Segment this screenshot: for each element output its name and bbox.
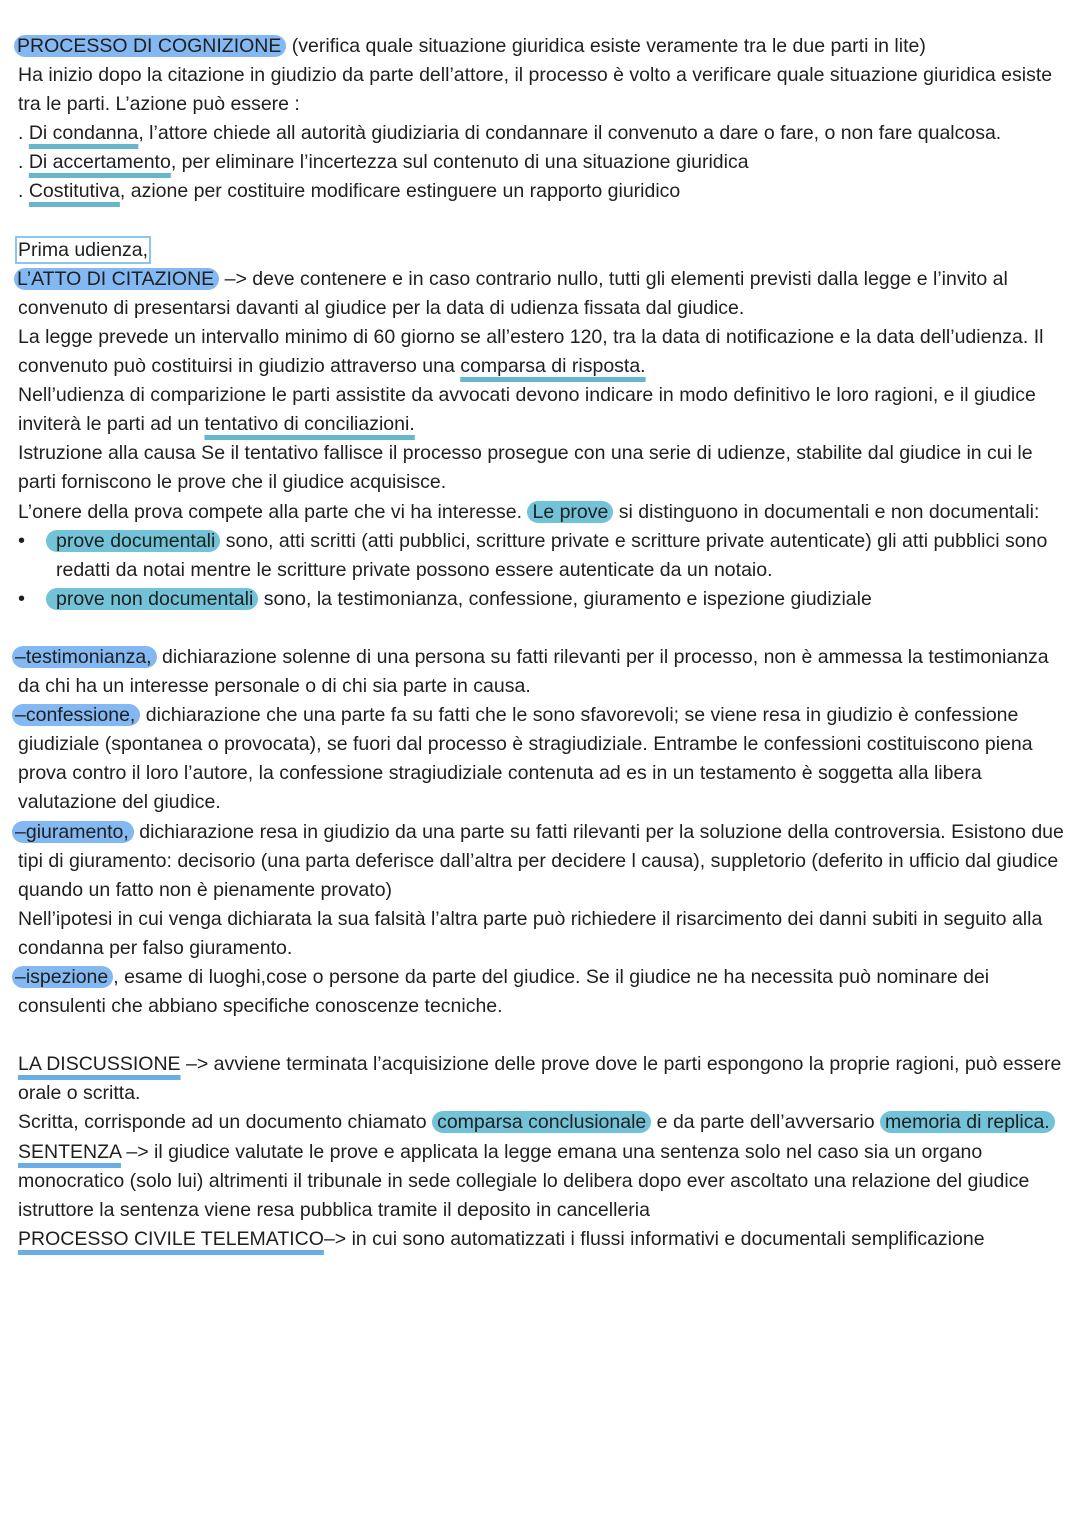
atto-text: –> deve contenere e in caso contrario nullo, tutti gli elementi previsti dalla legge e l’invito al convenuto di presentarsi davanti al giudice per la data di udienza fissata dal giudice. — [18, 267, 1008, 319]
azione-accertamento — [18, 148, 1066, 177]
title-paragraph — [18, 32, 1066, 61]
notes-content — [15, 32, 1066, 1254]
intro-paragraph: Ha inizio dopo la citazione in giudizio da parte dell’attore, il processo è volto a verificare quale situazione giuridica esiste tra le parti. L’azione può essere : — [18, 64, 1053, 116]
bullet-text: sono, atti scritti (atti pubblici, scritture private e scritture private autenticate) gli atti pubblici sono redatti da notai mentre le scritture private possono essere autenticate da un notaio. — [56, 529, 1048, 581]
azione-condanna — [18, 119, 1066, 148]
legge-term: comparsa di risposta. — [460, 355, 646, 378]
azione-text: , per eliminare l’incertezza sul contenuto di una situazione giuridica — [170, 151, 749, 174]
scritta-term-memoria: memoria di replica. — [880, 1111, 1055, 1133]
azione-prefix: . — [18, 180, 29, 203]
telematico-text: –> in cui sono automatizzati i flussi informativi e documentali semplificazione — [323, 1227, 985, 1250]
prova-term: –ispezione — [12, 966, 113, 988]
discussione-paragraph — [18, 1050, 1066, 1108]
spacer — [18, 207, 1066, 236]
scritta-paragraph — [18, 1108, 1066, 1137]
legge-paragraph — [18, 323, 1066, 381]
bullet-term: prove documentali — [46, 530, 220, 552]
spacer — [18, 1021, 1066, 1050]
azione-prefix: . — [18, 151, 29, 174]
atto-term: L’ATTO DI CITAZIONE — [14, 268, 219, 290]
scritta-middle: e da parte dell’avversario — [651, 1111, 880, 1134]
onere-term: Le prove — [527, 501, 613, 523]
prima-udienza-paragraph — [18, 236, 1066, 265]
prima-udienza-label: Prima udienza, — [18, 238, 149, 261]
istruzione-paragraph: Istruzione alla causa Se il tentativo fallisce il processo prosegue con una serie di udienze, stabilite dal giudice in cui le parti forniscono le prove che il giudice acquisisce. — [18, 442, 1033, 494]
onere-after: si distinguono in documentali e non documentali: — [613, 500, 1040, 523]
azione-prefix: . — [18, 122, 29, 145]
sentenza-paragraph — [18, 1138, 1066, 1225]
prova-testimonianza — [15, 643, 1066, 701]
bullet-prove-documentali — [18, 527, 1066, 585]
discussione-text: –> avviene terminata l’acquisizione delle prove dove le parti espongono la proprie ragioni, può essere orale o scritta. — [18, 1053, 1062, 1105]
comparizione-paragraph — [18, 381, 1066, 439]
azione-costitutiva — [18, 177, 1066, 206]
onere-paragraph — [18, 498, 1066, 527]
prova-term: –confessione, — [12, 704, 140, 726]
spacer — [18, 614, 1066, 643]
azione-term: Di condanna — [28, 122, 139, 145]
sentenza-term: SENTENZA — [18, 1140, 121, 1163]
telematico-term: PROCESSO CIVILE TELEMATICO — [18, 1227, 324, 1250]
sentenza-text: –> il giudice valutate le prove e applicata la legge emana una sentenza solo nel caso sia un organo monocratico (solo lui) altrimenti il tribunale in sede collegiale lo delibera dopo ever ascoltato una relazione del giudice istruttore la sentenza viene resa pubblica tramite il deposito in cancelleria — [18, 1140, 1030, 1221]
onere-before: L’onere della prova compete alla parte che vi ha interesse. — [18, 500, 528, 523]
prova-term: –giuramento, — [12, 821, 134, 843]
comparizione-text: Nell’udienza di comparizione le parti assistite da avvocati devono indicare in modo definitivo le loro ragioni, e il giudice inviterà le parti ad un — [18, 384, 1036, 436]
bullet-term: prove non documentali — [46, 588, 258, 610]
prova-text: dichiarazione che una parte fa su fatti che le sono sfavorevoli; se viene resa in giudizio è confessione giudiziale (spontanea o provocata), se fuori dal processo è stragiudiziale. Entrambe le confessioni costituiscono piena prova contro il loro l’autore, la confessione stragiudiziale contenuta ad es in un testamento è soggetta alla libera valutazione del giudice. — [18, 704, 1033, 814]
azione-term: Di accertamento — [28, 151, 171, 174]
bullet-prove-non-documentali — [18, 585, 1066, 614]
prova-ispezione — [15, 963, 1066, 1021]
prova-term: –testimonianza, — [12, 646, 157, 668]
bullet-text: sono, la testimonianza, confessione, giuramento e ispezione giudiziale — [258, 587, 872, 610]
legge-text: La legge prevede un intervallo minimo di 60 giorno se all’estero 120, tra la data di notificazione e la data dell’udienza. Il convenuto può costituirsi in giudizio attraverso una — [18, 325, 1044, 378]
discussione-term: LA DISCUSSIONE — [18, 1053, 181, 1076]
azione-text: , l’attore chiede all autorità giudiziaria di condannare il convenuto a dare o fare, o non fare qualcosa. — [138, 122, 1002, 145]
azione-text: , azione per costituire modificare estinguere un rapporto giuridico — [119, 180, 681, 203]
azione-term: Costitutiva — [28, 180, 120, 203]
title-note: (verifica quale situazione giuridica esiste veramente tra le due parti in lite) — [286, 35, 926, 57]
prova-text: dichiarazione resa in giudizio da una parte su fatti rilevanti per la soluzione della controversia. Esistono due tipi di giuramento: decisorio (una parta deferisce dall’altra per decidere l causa), suppletorio (deferito in ufficio dal giudice quando un fatto non è pienamente provato) — [18, 820, 1064, 901]
prova-giuramento — [15, 818, 1066, 905]
scritta-before: Scritta, corrisponde ad un documento chiamato — [18, 1111, 433, 1134]
falsita-paragraph: Nell’ipotesi in cui venga dichiarata la sua falsità l’altra parte può richiedere il risarcimento dei danni subiti in seguito alla condanna per falso giuramento. — [18, 907, 1043, 959]
telematico-paragraph — [18, 1225, 1066, 1254]
scritta-term-comparsa: comparsa conclusionale — [432, 1111, 651, 1133]
prova-text: , esame di luoghi,cose o persone da parte del giudice. Se il giudice ne ha necessita può nominare dei consulenti che abbiano specifiche conoscenze tecniche. — [18, 966, 990, 1018]
section-title: PROCESSO DI COGNIZIONE — [14, 35, 286, 57]
prova-text: dichiarazione solenne di una persona su fatti rilevanti per il processo, non è ammessa la testimonianza da chi ha un interesse personale o di chi sia parte in causa. — [18, 645, 1049, 698]
prova-confessione — [15, 701, 1066, 817]
comparizione-term: tentativo di conciliazioni. — [204, 413, 415, 436]
atto-paragraph — [18, 265, 1066, 323]
